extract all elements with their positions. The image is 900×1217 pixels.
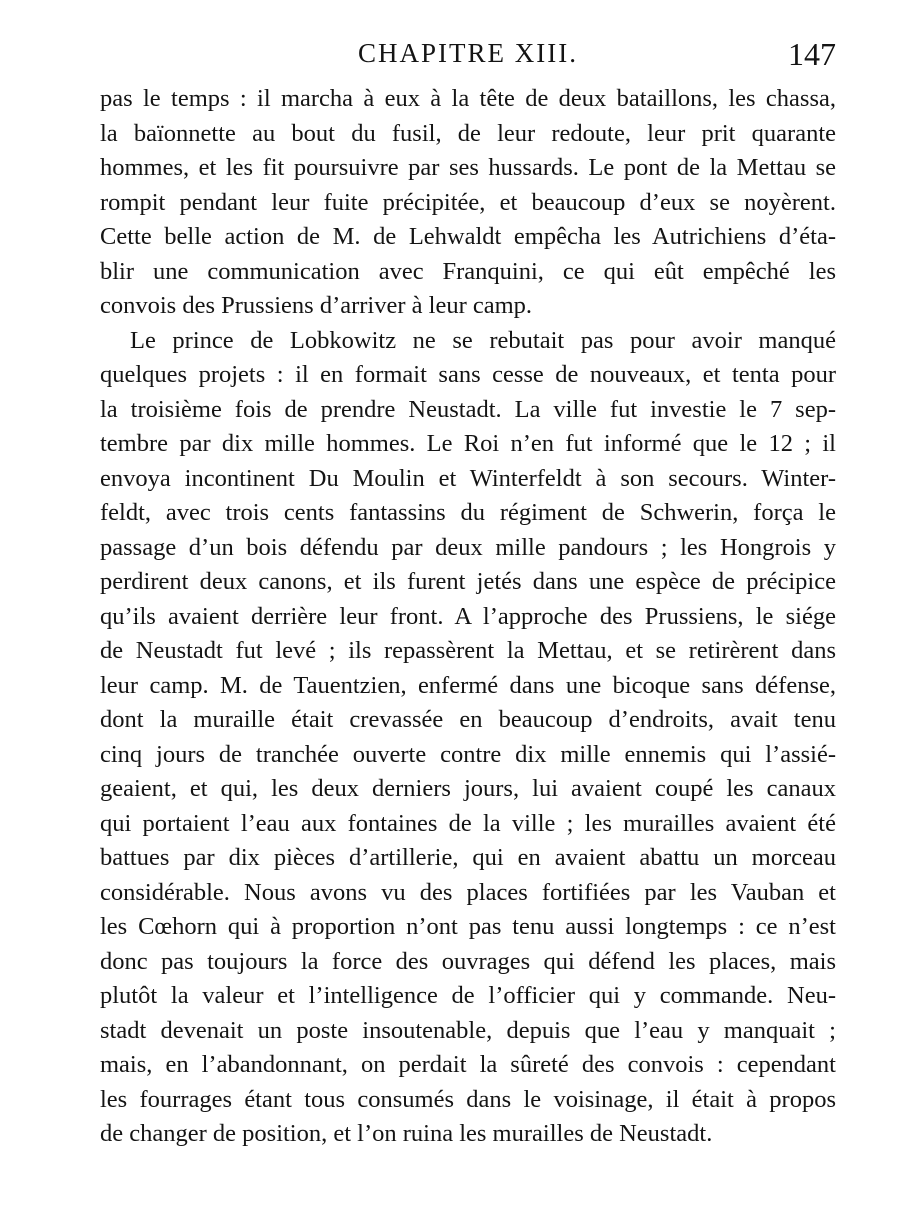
text-line: qu’ils avaient derrière leur front. A l’approche des Prussiens, le siége (100, 602, 836, 630)
text-line: tembre par dix mille hommes. Le Roi n’en fut informé que le 12 ; il (100, 430, 836, 457)
text-line: la troisième fois de prendre Neustadt. La ville fut investie le 7 sep- (100, 395, 836, 423)
text-line: mais, en l’abandonnant, on perdait la sûreté des convois : cependant (100, 1051, 836, 1078)
running-head (100, 34, 836, 74)
text-line: plutôt la valeur et l’intelligence de l’officier qui y commande. Neu- (100, 982, 836, 1009)
chapter-title: CHAPITRE XIII. (358, 38, 578, 68)
text-line: battues par dix pièces d’artillerie, qui en avaient abattu un morceau (100, 844, 836, 871)
paragraph-last-line: de changer de position, et l’on ruina les murailles de Neustadt. (100, 1120, 713, 1147)
page-number: 147 (788, 36, 836, 72)
text-line: quelques projets : il en formait sans cesse de nouveaux, et tenta pour (100, 361, 836, 388)
text-line: dont la muraille était crevassée en beaucoup d’endroits, avait tenu (100, 706, 836, 733)
text-line: de Neustadt fut levé ; ils repassèrent la Mettau, et se retirèrent dans (100, 637, 836, 664)
text-line: hommes, et les fit poursuivre par ses hussards. Le pont de la Mettau se (100, 154, 836, 181)
text-line: la baïonnette au bout du fusil, de leur redoute, leur prit quarante (100, 119, 836, 147)
text-line: rompit pendant leur fuite précipitée, et beaucoup d’eux se noyèrent. (100, 188, 836, 216)
text-line: leur camp. M. de Tauentzien, enfermé dans une bicoque sans défense, (100, 671, 836, 699)
text-line: envoya incontinent Du Moulin et Winterfeldt à son secours. Winter- (100, 464, 836, 492)
text-line: stadt devenait un poste insoutenable, depuis que l’eau y manquait ; (100, 1016, 836, 1044)
text-line: feldt, avec trois cents fantassins du régiment de Schwerin, força le (100, 499, 836, 526)
text-line: considérable. Nous avons vu des places fortifiées par les Vauban et (100, 878, 836, 906)
text-line: pas le temps : il marcha à eux à la tête de deux bataillons, les chassa, (100, 85, 836, 112)
text-line: les Cœhorn qui à proportion n’ont pas tenu aussi longtemps : ce n’est (100, 913, 836, 940)
paragraph-last-line: convois des Prussiens d’arriver à leur camp. (100, 292, 533, 319)
text-line: Cette belle action de M. de Lehwaldt empêcha les Autrichiens d’éta- (100, 223, 836, 250)
text-line: geaient, et qui, les deux derniers jours, lui avaient coupé les canaux (100, 775, 836, 802)
paragraph-first-line: Le prince de Lobkowitz ne se rebutait pas pour avoir manqué (130, 326, 836, 354)
text-line: passage d’un bois défendu par deux mille pandours ; les Hongrois y (100, 533, 836, 561)
text-line: perdirent deux canons, et ils furent jetés dans une espèce de précipice (100, 568, 836, 595)
text-line: cinq jours de tranchée ouverte contre dix mille ennemis qui l’assié- (100, 740, 836, 768)
body-text (100, 82, 836, 1152)
text-line: les fourrages étant tous consumés dans le voisinage, il était à propos (100, 1085, 836, 1113)
text-line: donc pas toujours la force des ouvrages qui défend les places, mais (100, 947, 836, 975)
text-line: blir une communication avec Franquini, ce qui eût empêché les (100, 257, 836, 285)
text-line: qui portaient l’eau aux fontaines de la ville ; les murailles avaient été (100, 809, 836, 837)
